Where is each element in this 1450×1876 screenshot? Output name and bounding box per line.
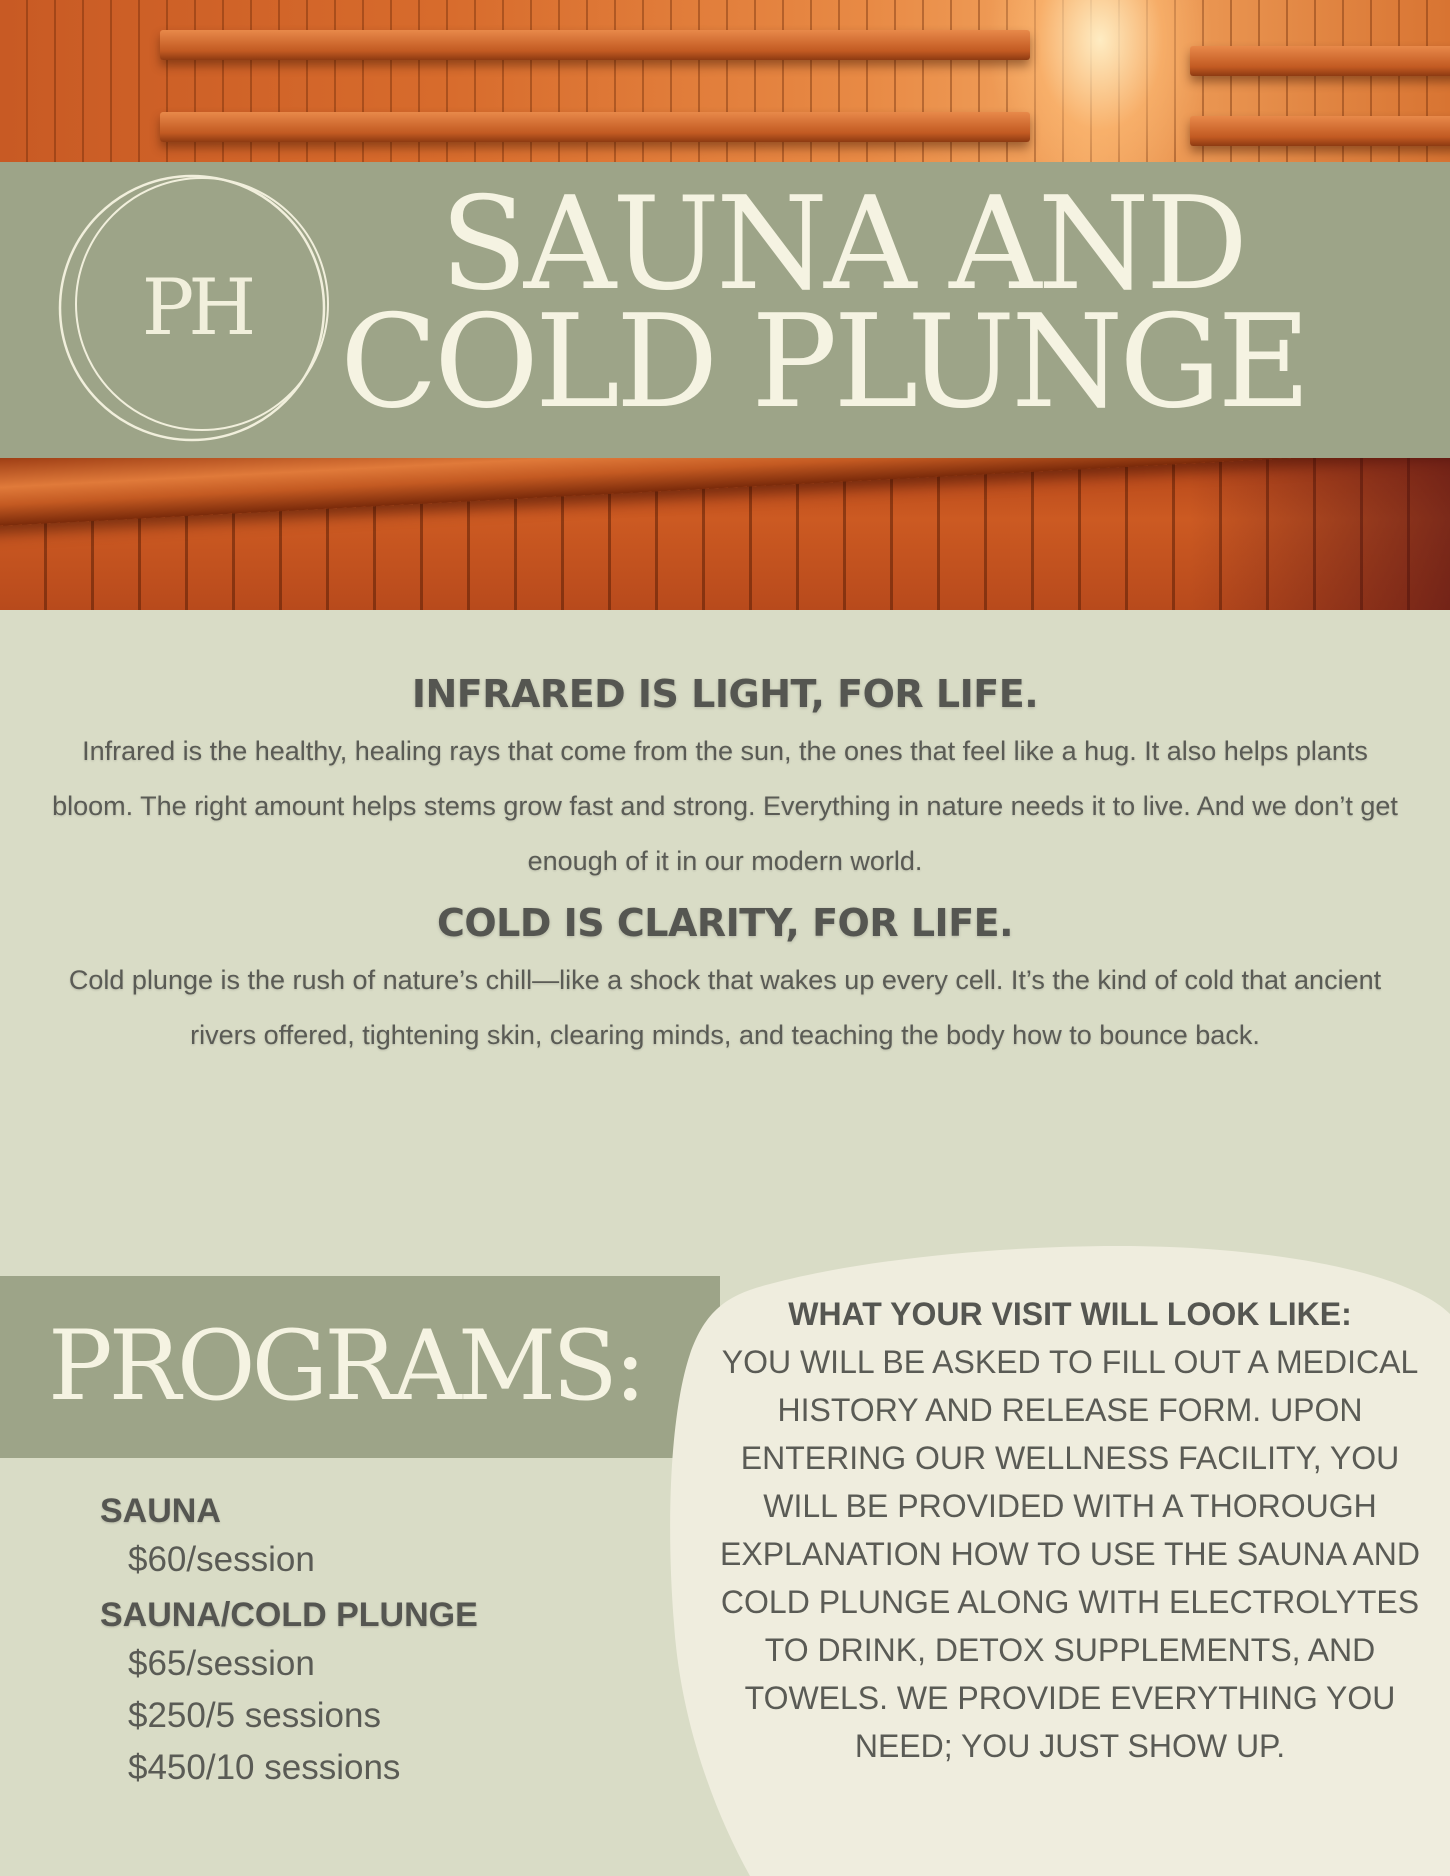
intro-section: [50, 672, 1400, 1063]
wood-plank: [160, 112, 1030, 142]
visit-info: [720, 1290, 1420, 1770]
wood-plank: [1190, 116, 1450, 146]
programs-title: PROGRAMS:: [48, 1310, 643, 1422]
title-line-1: SAUNA AND: [440, 170, 1245, 319]
cold-paragraph: Cold plunge is the rush of nature’s chill—like a shock that wakes up every cell. It’s the kind of cold that ancient rivers offered, tightening skin, clearing minds, and teaching the body how to bounce back.: [68, 965, 1382, 1050]
program-name-sauna: SAUNA: [100, 1492, 221, 1530]
program-name-sauna-cold-plunge: SAUNA/COLD PLUNGE: [100, 1596, 478, 1634]
wood-plank: [1190, 46, 1450, 76]
visit-body: YOU WILL BE ASKED TO FILL OUT A MEDICAL HISTORY AND RELEASE FORM. UPON ENTERING OUR WELLNESS FACILITY, YOU WILL BE PROVIDED WITH A THOROUGH EXPLANATION HOW TO USE THE SAUNA AND COLD PLUNGE ALONG WITH ELECTROLYTES TO DRINK, DETOX SUPPLEMENTS, AND TOWELS. WE PROVIDE EVERYTHING YOU NEED; YOU JUST SHOW UP.: [720, 1344, 1421, 1764]
infrared-heading: INFRARED IS LIGHT, FOR LIFE.: [411, 672, 1039, 716]
cold-heading: COLD IS CLARITY, FOR LIFE.: [436, 901, 1014, 945]
programs-list: [100, 1488, 620, 1794]
logo-monogram: PH: [141, 263, 251, 353]
wood-plank: [160, 30, 1030, 60]
sauna-photo-bottom: [0, 458, 1450, 610]
title-line-2: COLD PLUNGE: [340, 288, 1307, 437]
wood-shadow: [1190, 458, 1450, 610]
page-title: [340, 170, 1440, 437]
visit-heading: WHAT YOUR VISIT WILL LOOK LIKE:: [788, 1296, 1352, 1332]
program-price: $450/10 sessions: [128, 1748, 401, 1787]
ph-logo: [56, 168, 336, 448]
program-price: $60/session: [128, 1540, 315, 1579]
program-price: $250/5 sessions: [128, 1696, 381, 1735]
program-price: $65/session: [128, 1644, 315, 1683]
sauna-photo-top: [0, 0, 1450, 162]
infrared-paragraph: Infrared is the healthy, healing rays that come from the sun, the ones that feel like a hug. It also helps plants bloom. The right amount helps stems grow fast and strong. Everything in nature needs it to live. And we don’t get enough of it in our modern world.: [52, 736, 1398, 876]
